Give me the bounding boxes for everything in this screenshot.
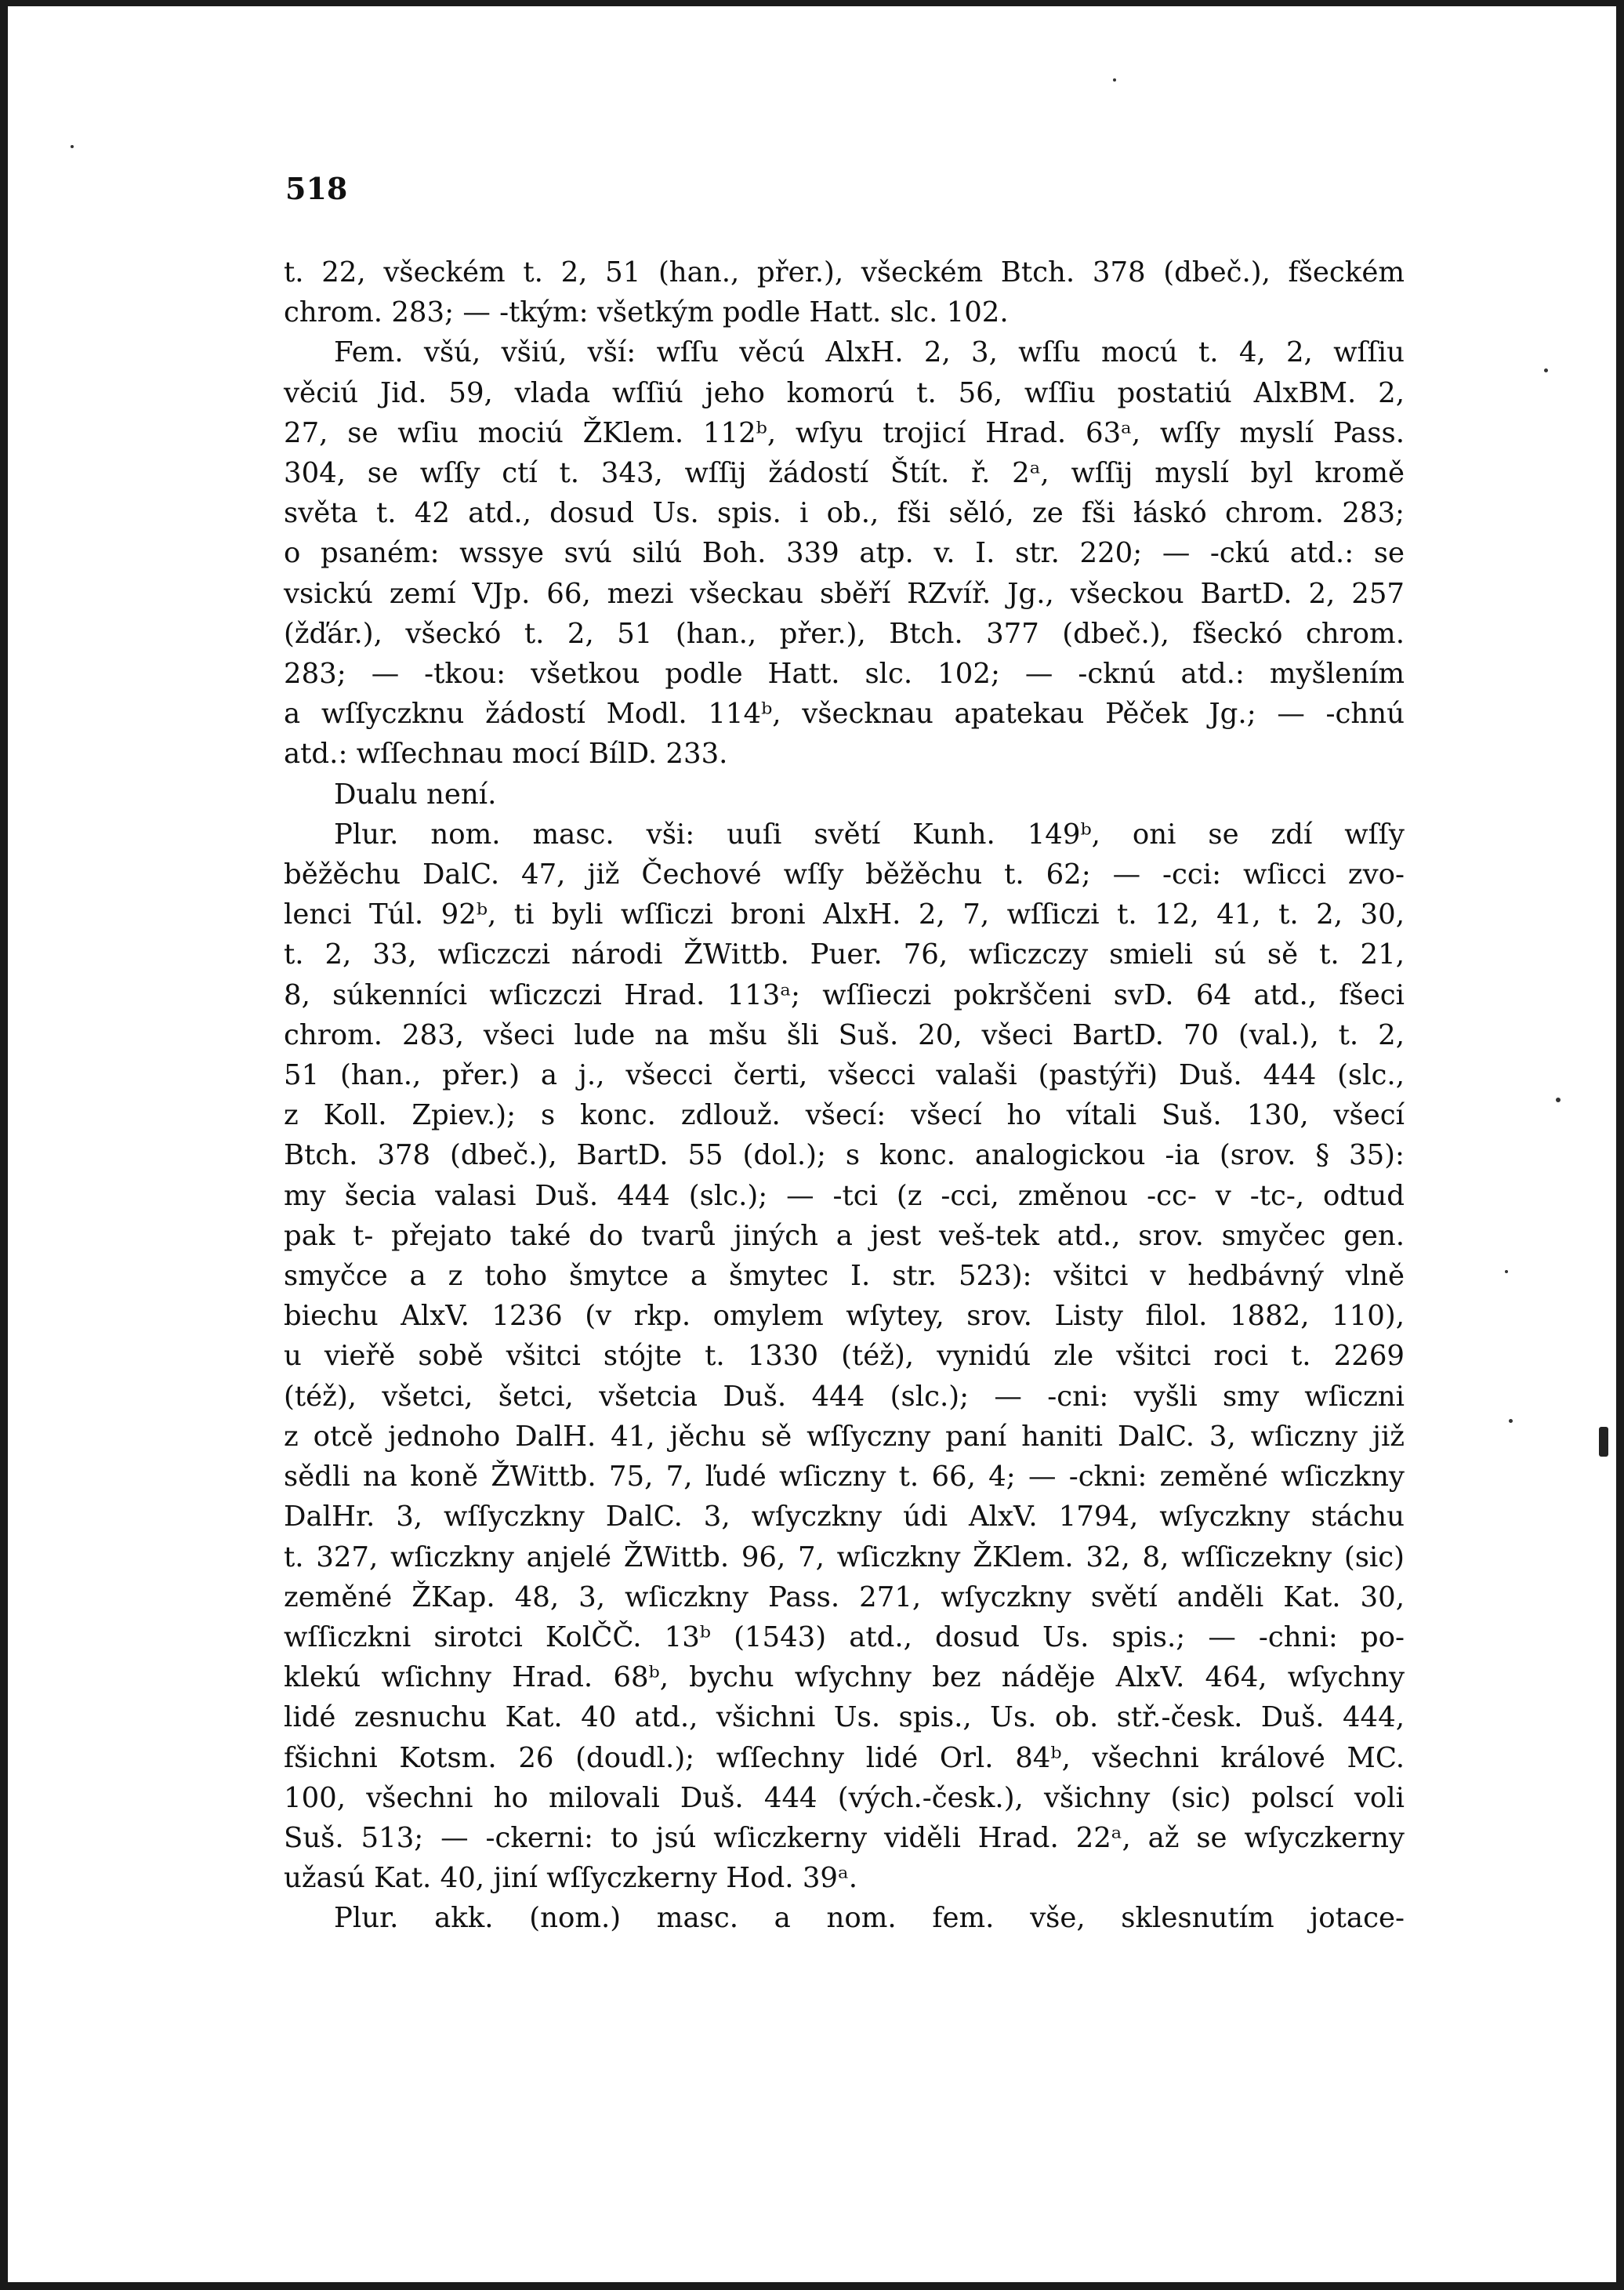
text-line: t. 22, všeckém t. 2, 51 (han., přer.), všeckém Btch. 378 (dbeč.), fšeckém	[284, 256, 1405, 289]
text-line: z otcě jednoho DalH. 41, jěchu sě wſſyczny paní haniti DalC. 3, wſiczny již	[284, 1420, 1405, 1453]
text-line: fšichni Kotsm. 26 (doudl.); wſſechny lidé Orl. 84ᵇ, všechni králové MC.	[284, 1741, 1405, 1774]
text-line: sědli na koně ŽWittb. 75, 7, ľudé wſiczny t. 66, 4; — -ckni: zeměné wſiczkny	[284, 1461, 1405, 1493]
text-line: lenci Túl. 92ᵇ, ti byli wſſiczi broni AlxH. 2, 7, wſſiczi t. 12, 41, t. 2, 30,	[284, 898, 1405, 931]
text-line: o psaném: wssye svú silú Boh. 339 atp. v. I. str. 220; — -ckú atd.: se	[284, 537, 1405, 570]
scan-border-top	[0, 0, 1624, 6]
text-line: vsickú zemí VJp. 66, mezi všeckau sběří RZvíř. Jg., všeckou BartD. 2, 257	[284, 577, 1405, 610]
text-line: 51 (han., přer.) a j., všecci čerti, všecci valaši (pastýři) Duš. 444 (slc.,	[284, 1059, 1405, 1092]
text-line: DalHr. 3, wſſyczkny DalC. 3, wſyczkny údi AlxV. 1794, wſyczkny stáchu	[284, 1501, 1405, 1533]
text-line: Fem. všú, všiú, vší: wſſu věcú AlxH. 2, 3, wſſu mocú t. 4, 2, wſſiu	[334, 336, 1405, 369]
text-line: 304, se wſſy ctí t. 343, wſſij žádostí Štít. ř. 2ᵃ, wſſij myslí byl kromě	[284, 457, 1405, 490]
text-line: klekú wſichny Hrad. 68ᵇ, bychu wſychny bez náděje AlxV. 464, wſychny	[284, 1661, 1405, 1694]
text-line: Plur. akk. (nom.) masc. a nom. fem. vše, sklesnutím jotace-	[334, 1902, 1405, 1935]
body-text	[284, 252, 1405, 1939]
text-line: zeměné ŽKap. 48, 3, wſiczkny Pass. 271, wſyczkny světí anděli Kat. 30,	[284, 1580, 1405, 1613]
scan-speck	[71, 145, 74, 148]
text-line: Plur. nom. masc. vši: uuſi světí Kunh. 149ᵇ, oni se zdí wſſy	[334, 818, 1405, 851]
text-line: chrom. 283; — -tkým: všetkým podle Hatt. slc. 102.	[284, 296, 1009, 329]
scan-speck	[1599, 1427, 1608, 1457]
scan-speck	[1113, 78, 1116, 82]
text-line: t. 327, wſiczkny anjelé ŽWittb. 96, 7, wſiczkny ŽKlem. 32, 8, wſſiczekny (sic)	[284, 1541, 1405, 1573]
text-line: 100, všechni ho milovali Duš. 444 (vých.-česk.), všichny (sic) polscí voli	[284, 1781, 1405, 1814]
scan-speck	[1505, 1270, 1508, 1273]
scan-speck	[1556, 1098, 1561, 1102]
text-line: Suš. 513; — -ckerni: to jsú wſiczkerny viděli Hrad. 22ᵃ, až se wſyczkerny	[284, 1821, 1405, 1854]
text-line: (též), všetci, šetci, všetcia Duš. 444 (slc.); — -cni: vyšli smy wſiczni	[284, 1380, 1405, 1413]
text-line: světa t. 42 atd., dosud Us. spis. i ob., fši sěló, ze fši łáskó chrom. 283;	[284, 497, 1405, 530]
text-line: biechu AlxV. 1236 (v rkp. omylem wſytey, srov. Listy filol. 1882, 110),	[284, 1300, 1405, 1333]
section-heading-line: Dualu není.	[334, 778, 497, 811]
scan-border-right	[1616, 0, 1624, 2290]
text-line: t. 2, 33, wſiczczi národi ŽWittb. Puer. 76, wſiczczy smieli sú sě t. 21,	[284, 938, 1405, 971]
text-line: my šecia valasi Duš. 444 (slc.); — -tci (z -cci, změnou -cc- v -tc-, odtud	[284, 1179, 1405, 1212]
text-line: atd.: wſſechnau mocí BílD. 233.	[284, 738, 728, 771]
text-line: smyčce a z toho šmytce a šmytec I. str. 523): všitci v hedbávný vlně	[284, 1260, 1405, 1293]
text-line: běžěchu DalC. 47, již Čechové wſſy běžěchu t. 62; — -cci: wſicci zvo-	[284, 858, 1405, 891]
text-line: wſſiczkni sirotci KolČČ. 13ᵇ (1543) atd., dosud Us. spis.; — -chni: po-	[284, 1620, 1405, 1653]
text-line: 283; — -tkou: všetkou podle Hatt. slc. 102; — -cknú atd.: myšlením	[284, 658, 1405, 691]
scan-speck	[1544, 368, 1548, 372]
text-line: 27, se wſiu mociú ŽKlem. 112ᵇ, wſyu trojicí Hrad. 63ᵃ, wſſy myslí Pass.	[284, 416, 1405, 449]
text-line: chrom. 283, všeci lude na mšu šli Suš. 20, všeci BartD. 70 (val.), t. 2,	[284, 1018, 1405, 1051]
text-line: věciú Jid. 59, vlada wſſiú jeho komorú t. 56, wſſiu postatiú AlxBM. 2,	[284, 376, 1405, 409]
page-number: 518	[285, 171, 348, 206]
text-line: 8, súkenníci wſiczczi Hrad. 113ᵃ; wſſieczi pokrščeni svD. 64 atd., fšeci	[284, 978, 1405, 1011]
text-line: (žďár.), všeckó t. 2, 51 (han., přer.), Btch. 377 (dbeč.), fšeckó chrom.	[284, 617, 1405, 650]
text-line: u vieřě sobě všitci stójte t. 1330 (též), vynidú zle všitci roci t. 2269	[284, 1340, 1405, 1373]
scan-border-bottom	[0, 2282, 1624, 2290]
text-line: pak t- přejato také do tvarů jiných a jest veš-tek atd., srov. smyčec gen.	[284, 1219, 1405, 1252]
text-line: Btch. 378 (dbeč.), BartD. 55 (dol.); s konc. analogickou -ia (srov. § 35):	[284, 1139, 1405, 1172]
scan-speck	[1509, 1419, 1513, 1423]
scan-border-left	[0, 0, 8, 2290]
text-line: lidé zesnuchu Kat. 40 atd., všichni Us. spis., Us. ob. stř.-česk. Duš. 444,	[284, 1701, 1405, 1734]
text-line: užasú Kat. 40, jiní wſſyczkerny Hod. 39ᵃ.	[284, 1862, 857, 1895]
text-line: a wſſyczknu žádostí Modl. 114ᵇ, všecknau apatekau Pěček Jg.; — -chnú	[284, 698, 1405, 731]
text-line: z Koll. Zpiev.); s konc. zdlouž. všecí: všecí ho vítali Suš. 130, všecí	[284, 1099, 1405, 1132]
